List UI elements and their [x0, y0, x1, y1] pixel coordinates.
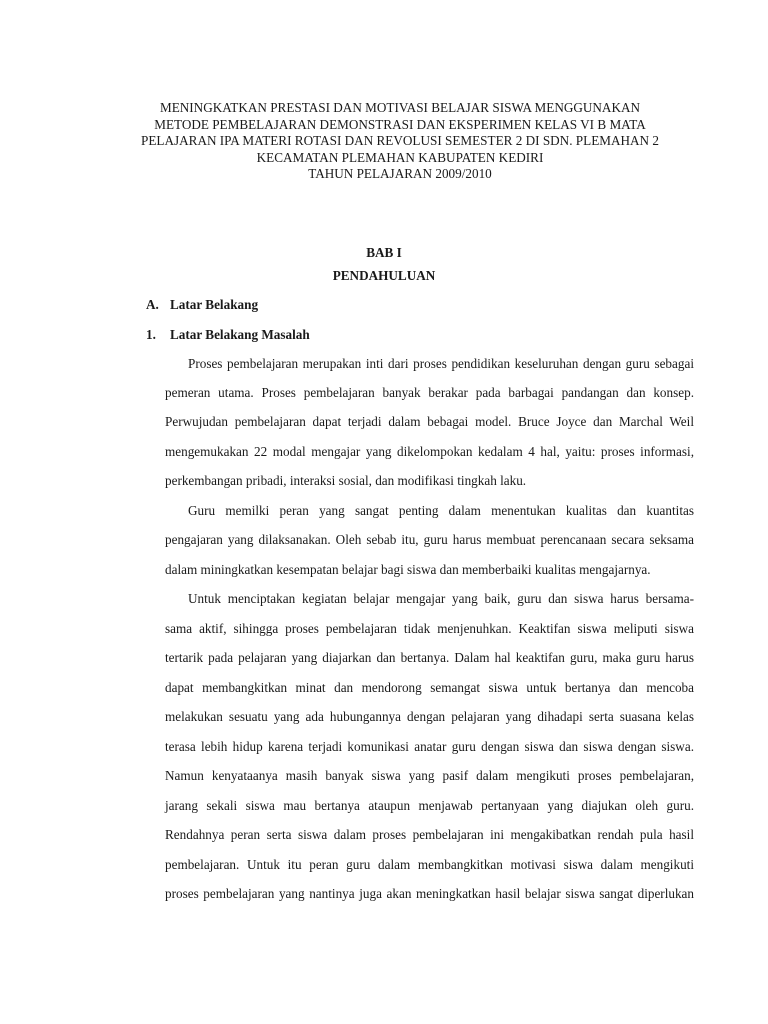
paragraph-line: Untuk menciptakan kegiatan belajar mengajar yang baik, guru dan siswa harus bersama-	[188, 591, 694, 606]
subsection-number: 1.	[146, 327, 156, 342]
paragraph-line: Guru memilki peran yang sangat penting dalam menentukan kualitas dan kuantitas	[188, 503, 694, 518]
paragraph-line: dalam miningkatkan kesempatan belajar bagi siswa dan memberbaiki kualitas mengajarnya.	[165, 562, 651, 577]
paragraph-line: terasa lebih hidup karena terjadi komunikasi anatar guru dengan siswa dan siswa dengan siswa.	[165, 739, 694, 754]
title-line: KECAMATAN PLEMAHAN KABUPATEN KEDIRI	[256, 149, 544, 165]
paragraph-line: jarang sekali siswa mau bertanya ataupun menjawab pertanyaan yang diajukan oleh guru.	[165, 798, 694, 813]
paragraph-line: Rendahnya peran serta siswa dalam proses pembelajaran ini mengakibatkan rendah pula hasil	[165, 827, 694, 842]
title-line: TAHUN PELAJARAN 2009/2010	[308, 166, 492, 181]
chapter-title: PENDAHULUAN	[332, 268, 436, 283]
paragraph-line: pemeran utama. Proses pembelajaran banyak berakar pada barbagai pandangan dan konsep.	[165, 385, 694, 400]
paragraph-line: sama aktif, sihingga proses pembelajaran tidak menjenuhkan. Keaktifan siswa meliputi siswa	[165, 621, 694, 636]
paragraph-line: Namun kenyataanya masih banyak siswa yang pasif dalam mengikuti proses pembelajaran,	[165, 768, 694, 783]
paragraph-line: dapat membangkitkan minat dan mendorong semangat siswa untuk bertanya dan mencoba	[165, 680, 694, 695]
paragraph-line: melakukan sesuatu yang ada hubungannya dengan pelajaran yang dihadapi serta suasana kelas	[165, 709, 694, 724]
subsection-heading	[146, 327, 310, 343]
paragraph-line: mengemukakan 22 modal mengajar yang dikelompokan kedalam 4 hal, yaitu: proses informasi,	[165, 444, 694, 459]
paragraph-line: pembelajaran. Untuk itu peran guru dalam membangkitkan motivasi siswa dalam mengikuti	[165, 857, 694, 872]
section-number: A.	[146, 297, 159, 312]
paragraph-line: Proses pembelajaran merupakan inti dari proses pendidikan keseluruhan dengan guru sebagai	[188, 356, 694, 371]
title-line: METODE PEMBELAJARAN DEMONSTRASI DAN EKSPERIMEN KELAS VI B MATA	[154, 116, 646, 132]
title-line: MENINGKATKAN PRESTASI DAN MOTIVASI BELAJAR SISWA MENGGUNAKAN	[159, 100, 641, 115]
paragraph-line: pengajaran yang dilaksanakan. Oleh sebab itu, guru harus membuat perencanaan secara seksama	[165, 532, 694, 547]
title-line: PELAJARAN IPA MATERI ROTASI DAN REVOLUSI SEMESTER 2 DI SDN. PLEMAHAN 2	[141, 133, 659, 148]
section-label: Latar Belakang	[170, 297, 259, 312]
chapter-heading: BAB I	[366, 245, 402, 260]
paragraph-line: proses pembelajaran yang nantinya juga akan meningkatkan hasil belajar siswa sangat diperlukan	[165, 886, 694, 901]
document-title	[130, 100, 670, 183]
subsection-label: Latar Belakang Masalah	[170, 327, 310, 342]
paragraph-line: perkembangan pribadi, interaksi sosial, dan modifikasi tingkah laku.	[165, 473, 527, 488]
paragraph-line: tertarik pada pelajaran yang diajarkan dan bertanya. Dalam hal keaktifan guru, maka guru harus	[165, 650, 694, 665]
paragraph-line: Perwujudan pembelajaran dapat terjadi dalam bebagai model. Bruce Joyce dan Marchal Weil	[165, 414, 694, 429]
section-heading	[146, 297, 258, 313]
